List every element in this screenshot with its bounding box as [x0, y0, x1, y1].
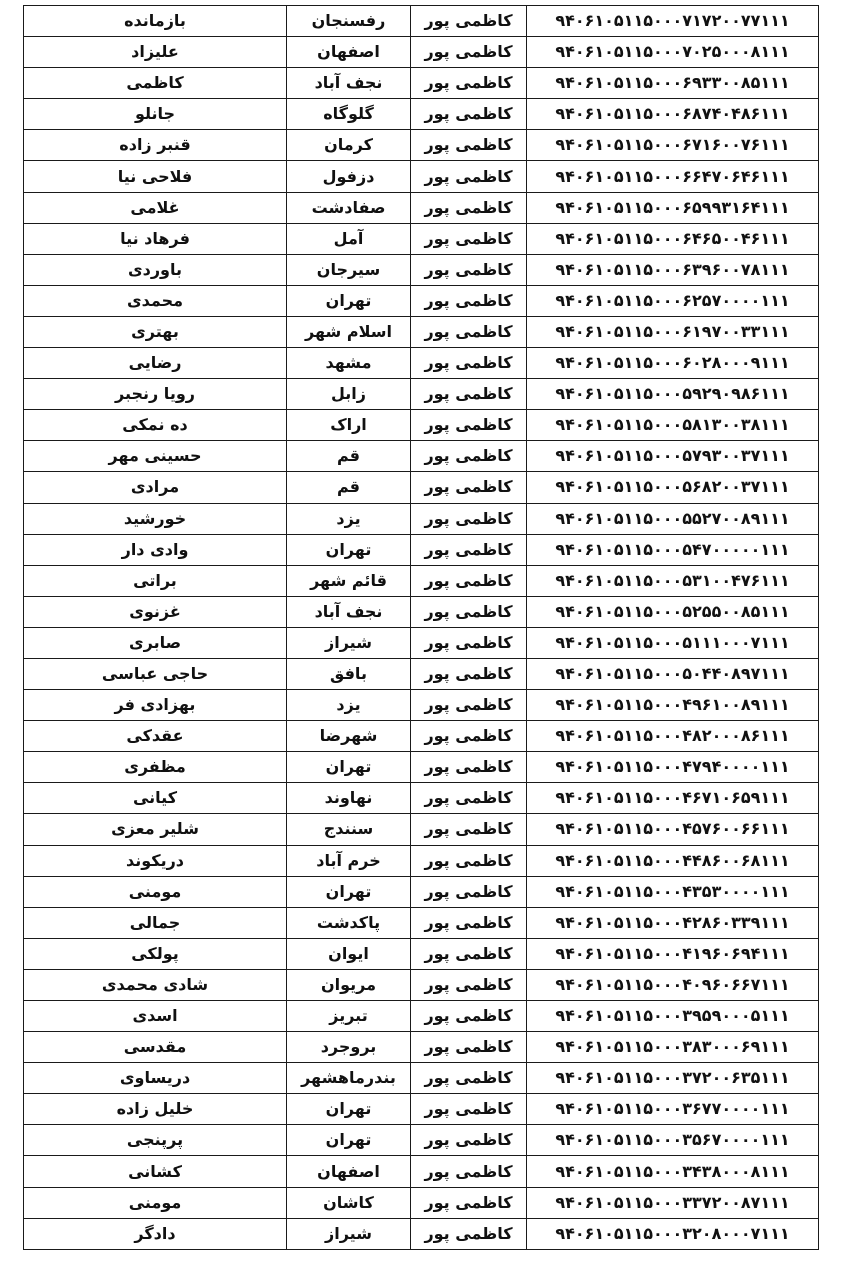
table-row [24, 1125, 819, 1156]
first-name-cell: کاظمی پور [411, 565, 527, 596]
table-row [24, 596, 819, 627]
table-row [24, 969, 819, 1000]
last-name-cell: دریساوی [24, 1063, 287, 1094]
first-name-cell: کاظمی پور [411, 472, 527, 503]
last-name-cell: کشانی [24, 1156, 287, 1187]
table-row [24, 845, 819, 876]
city-cell: تهران [287, 1094, 411, 1125]
table-row [24, 379, 819, 410]
tracking-code-cell: ۹۴۰۶۱۰۵۱۱۵۰۰۰۴۱۹۶۰۶۹۴۱۱۱ [527, 938, 819, 969]
tracking-code-cell: ۹۴۰۶۱۰۵۱۱۵۰۰۰۶۱۹۷۰۰۳۳۱۱۱ [527, 316, 819, 347]
first-name-cell: کاظمی پور [411, 1187, 527, 1218]
first-name-cell: کاظمی پور [411, 503, 527, 534]
tracking-code-cell: ۹۴۰۶۱۰۵۱۱۵۰۰۰۷۱۷۲۰۰۷۷۱۱۱ [527, 6, 819, 37]
first-name-cell: کاظمی پور [411, 845, 527, 876]
tracking-code-cell: ۹۴۰۶۱۰۵۱۱۵۰۰۰۵۰۴۴۰۸۹۷۱۱۱ [527, 658, 819, 689]
last-name-cell: بهتری [24, 316, 287, 347]
last-name-cell: قنبر زاده [24, 130, 287, 161]
tracking-code-cell: ۹۴۰۶۱۰۵۱۱۵۰۰۰۳۸۳۰۰۰۶۹۱۱۱ [527, 1032, 819, 1063]
table-row [24, 192, 819, 223]
last-name-cell: رویا رنجبر [24, 379, 287, 410]
tracking-code-cell: ۹۴۰۶۱۰۵۱۱۵۰۰۰۳۲۰۸۰۰۰۷۱۱۱ [527, 1218, 819, 1249]
last-name-cell: پولکی [24, 938, 287, 969]
table-row [24, 627, 819, 658]
city-cell: اراک [287, 410, 411, 441]
first-name-cell: کاظمی پور [411, 1156, 527, 1187]
last-name-cell: براتی [24, 565, 287, 596]
tracking-code-cell: ۹۴۰۶۱۰۵۱۱۵۰۰۰۶۳۹۶۰۰۷۸۱۱۱ [527, 254, 819, 285]
records-table-body [24, 6, 819, 1250]
city-cell: ایوان [287, 938, 411, 969]
first-name-cell: کاظمی پور [411, 627, 527, 658]
last-name-cell: مومنی [24, 1187, 287, 1218]
tracking-code-cell: ۹۴۰۶۱۰۵۱۱۵۰۰۰۶۶۴۷۰۶۴۶۱۱۱ [527, 161, 819, 192]
last-name-cell: پرپنجی [24, 1125, 287, 1156]
city-cell: قائم شهر [287, 565, 411, 596]
tracking-code-cell: ۹۴۰۶۱۰۵۱۱۵۰۰۰۴۸۲۰۰۰۸۶۱۱۱ [527, 721, 819, 752]
tracking-code-cell: ۹۴۰۶۱۰۵۱۱۵۰۰۰۳۶۷۷۰۰۰۰۱۱۱ [527, 1094, 819, 1125]
tracking-code-cell: ۹۴۰۶۱۰۵۱۱۵۰۰۰۴۵۷۶۰۰۶۶۱۱۱ [527, 814, 819, 845]
city-cell: مشهد [287, 348, 411, 379]
first-name-cell: کاظمی پور [411, 596, 527, 627]
table-row [24, 1218, 819, 1249]
city-cell: تهران [287, 752, 411, 783]
tracking-code-cell: ۹۴۰۶۱۰۵۱۱۵۰۰۰۴۷۹۴۰۰۰۰۱۱۱ [527, 752, 819, 783]
tracking-code-cell: ۹۴۰۶۱۰۵۱۱۵۰۰۰۷۰۲۵۰۰۰۸۱۱۱ [527, 37, 819, 68]
first-name-cell: کاظمی پور [411, 1125, 527, 1156]
tracking-code-cell: ۹۴۰۶۱۰۵۱۱۵۰۰۰۶۴۶۵۰۰۴۶۱۱۱ [527, 223, 819, 254]
table-row [24, 907, 819, 938]
table-row [24, 876, 819, 907]
first-name-cell: کاظمی پور [411, 192, 527, 223]
city-cell: یزد [287, 503, 411, 534]
first-name-cell: کاظمی پور [411, 130, 527, 161]
first-name-cell: کاظمی پور [411, 285, 527, 316]
tracking-code-cell: ۹۴۰۶۱۰۵۱۱۵۰۰۰۳۵۶۷۰۰۰۰۱۱۱ [527, 1125, 819, 1156]
city-cell: تهران [287, 285, 411, 316]
city-cell: شیراز [287, 627, 411, 658]
tracking-code-cell: ۹۴۰۶۱۰۵۱۱۵۰۰۰۶۰۲۸۰۰۰۹۱۱۱ [527, 348, 819, 379]
city-cell: نهاوند [287, 783, 411, 814]
table-row [24, 161, 819, 192]
tracking-code-cell: ۹۴۰۶۱۰۵۱۱۵۰۰۰۴۰۹۶۰۶۶۷۱۱۱ [527, 969, 819, 1000]
tracking-code-cell: ۹۴۰۶۱۰۵۱۱۵۰۰۰۴۹۶۱۰۰۸۹۱۱۱ [527, 690, 819, 721]
last-name-cell: مظفری [24, 752, 287, 783]
city-cell: شهرضا [287, 721, 411, 752]
last-name-cell: صابری [24, 627, 287, 658]
first-name-cell: کاظمی پور [411, 99, 527, 130]
table-row [24, 1094, 819, 1125]
city-cell: نجف آباد [287, 68, 411, 99]
table-row [24, 690, 819, 721]
table-row [24, 1156, 819, 1187]
last-name-cell: خورشید [24, 503, 287, 534]
table-row [24, 6, 819, 37]
city-cell: اصفهان [287, 37, 411, 68]
tracking-code-cell: ۹۴۰۶۱۰۵۱۱۵۰۰۰۵۷۹۳۰۰۳۷۱۱۱ [527, 441, 819, 472]
tracking-code-cell: ۹۴۰۶۱۰۵۱۱۵۰۰۰۵۸۱۳۰۰۳۸۱۱۱ [527, 410, 819, 441]
table-row [24, 37, 819, 68]
city-cell: قم [287, 441, 411, 472]
table-row [24, 441, 819, 472]
city-cell: تهران [287, 1125, 411, 1156]
last-name-cell: مقدسی [24, 1032, 287, 1063]
first-name-cell: کاظمی پور [411, 1032, 527, 1063]
city-cell: پاکدشت [287, 907, 411, 938]
tracking-code-cell: ۹۴۰۶۱۰۵۱۱۵۰۰۰۶۹۳۳۰۰۸۵۱۱۱ [527, 68, 819, 99]
city-cell: مریوان [287, 969, 411, 1000]
first-name-cell: کاظمی پور [411, 379, 527, 410]
tracking-code-cell: ۹۴۰۶۱۰۵۱۱۵۰۰۰۴۲۸۶۰۳۳۹۱۱۱ [527, 907, 819, 938]
city-cell: گلوگاه [287, 99, 411, 130]
table-row [24, 254, 819, 285]
tracking-code-cell: ۹۴۰۶۱۰۵۱۱۵۰۰۰۴۴۸۶۰۰۶۸۱۱۱ [527, 845, 819, 876]
first-name-cell: کاظمی پور [411, 223, 527, 254]
table-row [24, 721, 819, 752]
first-name-cell: کاظمی پور [411, 690, 527, 721]
last-name-cell: جانلو [24, 99, 287, 130]
first-name-cell: کاظمی پور [411, 68, 527, 99]
table-row [24, 565, 819, 596]
first-name-cell: کاظمی پور [411, 37, 527, 68]
first-name-cell: کاظمی پور [411, 907, 527, 938]
table-row [24, 658, 819, 689]
city-cell: قم [287, 472, 411, 503]
last-name-cell: کیانی [24, 783, 287, 814]
tracking-code-cell: ۹۴۰۶۱۰۵۱۱۵۰۰۰۶۷۱۶۰۰۷۶۱۱۱ [527, 130, 819, 161]
first-name-cell: کاظمی پور [411, 161, 527, 192]
last-name-cell: مرادی [24, 472, 287, 503]
table-row [24, 503, 819, 534]
tracking-code-cell: ۹۴۰۶۱۰۵۱۱۵۰۰۰۵۵۲۷۰۰۸۹۱۱۱ [527, 503, 819, 534]
city-cell: دزفول [287, 161, 411, 192]
city-cell: زابل [287, 379, 411, 410]
tracking-code-cell: ۹۴۰۶۱۰۵۱۱۵۰۰۰۵۴۷۰۰۰۰۰۱۱۱ [527, 534, 819, 565]
table-row [24, 534, 819, 565]
last-name-cell: شلیر معزی [24, 814, 287, 845]
table-row [24, 783, 819, 814]
last-name-cell: باوردی [24, 254, 287, 285]
tracking-code-cell: ۹۴۰۶۱۰۵۱۱۵۰۰۰۵۹۲۹۰۹۸۶۱۱۱ [527, 379, 819, 410]
table-row [24, 316, 819, 347]
table-row [24, 472, 819, 503]
city-cell: اصفهان [287, 1156, 411, 1187]
table-row [24, 68, 819, 99]
tracking-code-cell: ۹۴۰۶۱۰۵۱۱۵۰۰۰۵۶۸۲۰۰۳۷۱۱۱ [527, 472, 819, 503]
last-name-cell: دادگر [24, 1218, 287, 1249]
tracking-code-cell: ۹۴۰۶۱۰۵۱۱۵۰۰۰۴۶۷۱۰۶۵۹۱۱۱ [527, 783, 819, 814]
last-name-cell: کاظمی [24, 68, 287, 99]
city-cell: کاشان [287, 1187, 411, 1218]
last-name-cell: مومنی [24, 876, 287, 907]
table-row [24, 285, 819, 316]
last-name-cell: فلاحی نیا [24, 161, 287, 192]
first-name-cell: کاظمی پور [411, 6, 527, 37]
first-name-cell: کاظمی پور [411, 1063, 527, 1094]
city-cell: سیرجان [287, 254, 411, 285]
last-name-cell: عقدکی [24, 721, 287, 752]
city-cell: آمل [287, 223, 411, 254]
tracking-code-cell: ۹۴۰۶۱۰۵۱۱۵۰۰۰۵۳۱۰۰۴۷۶۱۱۱ [527, 565, 819, 596]
city-cell: کرمان [287, 130, 411, 161]
city-cell: تهران [287, 876, 411, 907]
last-name-cell: ده نمکی [24, 410, 287, 441]
tracking-code-cell: ۹۴۰۶۱۰۵۱۱۵۰۰۰۵۱۱۱۰۰۰۷۱۱۱ [527, 627, 819, 658]
last-name-cell: محمدی [24, 285, 287, 316]
city-cell: تهران [287, 534, 411, 565]
tracking-code-cell: ۹۴۰۶۱۰۵۱۱۵۰۰۰۶۵۹۹۳۱۶۴۱۱۱ [527, 192, 819, 223]
records-table [23, 5, 819, 1250]
table-row [24, 752, 819, 783]
city-cell: رفسنجان [287, 6, 411, 37]
first-name-cell: کاظمی پور [411, 814, 527, 845]
city-cell: بندرماهشهر [287, 1063, 411, 1094]
last-name-cell: اسدی [24, 1001, 287, 1032]
table-row [24, 1187, 819, 1218]
first-name-cell: کاظمی پور [411, 938, 527, 969]
last-name-cell: بهزادی فر [24, 690, 287, 721]
tracking-code-cell: ۹۴۰۶۱۰۵۱۱۵۰۰۰۳۹۵۹۰۰۰۵۱۱۱ [527, 1001, 819, 1032]
table-row [24, 1063, 819, 1094]
table-row [24, 814, 819, 845]
city-cell: یزد [287, 690, 411, 721]
first-name-cell: کاظمی پور [411, 316, 527, 347]
tracking-code-cell: ۹۴۰۶۱۰۵۱۱۵۰۰۰۶۸۷۴۰۴۸۶۱۱۱ [527, 99, 819, 130]
first-name-cell: کاظمی پور [411, 876, 527, 907]
last-name-cell: وادی دار [24, 534, 287, 565]
first-name-cell: کاظمی پور [411, 1218, 527, 1249]
tracking-code-cell: ۹۴۰۶۱۰۵۱۱۵۰۰۰۳۳۷۲۰۰۸۷۱۱۱ [527, 1187, 819, 1218]
last-name-cell: غزنوی [24, 596, 287, 627]
last-name-cell: علیزاد [24, 37, 287, 68]
first-name-cell: کاظمی پور [411, 1001, 527, 1032]
city-cell: شیراز [287, 1218, 411, 1249]
first-name-cell: کاظمی پور [411, 441, 527, 472]
city-cell: اسلام شهر [287, 316, 411, 347]
first-name-cell: کاظمی پور [411, 534, 527, 565]
first-name-cell: کاظمی پور [411, 721, 527, 752]
first-name-cell: کاظمی پور [411, 348, 527, 379]
table-row [24, 223, 819, 254]
last-name-cell: حسینی مهر [24, 441, 287, 472]
first-name-cell: کاظمی پور [411, 658, 527, 689]
first-name-cell: کاظمی پور [411, 783, 527, 814]
table-row [24, 130, 819, 161]
first-name-cell: کاظمی پور [411, 752, 527, 783]
first-name-cell: کاظمی پور [411, 254, 527, 285]
city-cell: سنندج [287, 814, 411, 845]
city-cell: تبریز [287, 1001, 411, 1032]
last-name-cell: رضایی [24, 348, 287, 379]
tracking-code-cell: ۹۴۰۶۱۰۵۱۱۵۰۰۰۳۷۲۰۰۶۳۵۱۱۱ [527, 1063, 819, 1094]
tracking-code-cell: ۹۴۰۶۱۰۵۱۱۵۰۰۰۶۲۵۷۰۰۰۰۱۱۱ [527, 285, 819, 316]
tracking-code-cell: ۹۴۰۶۱۰۵۱۱۵۰۰۰۴۳۵۳۰۰۰۰۱۱۱ [527, 876, 819, 907]
last-name-cell: شادی محمدی [24, 969, 287, 1000]
city-cell: نجف آباد [287, 596, 411, 627]
city-cell: صفادشت [287, 192, 411, 223]
first-name-cell: کاظمی پور [411, 410, 527, 441]
tracking-code-cell: ۹۴۰۶۱۰۵۱۱۵۰۰۰۳۴۳۸۰۰۰۸۱۱۱ [527, 1156, 819, 1187]
last-name-cell: غلامی [24, 192, 287, 223]
last-name-cell: فرهاد نیا [24, 223, 287, 254]
city-cell: خرم آباد [287, 845, 411, 876]
city-cell: بافق [287, 658, 411, 689]
city-cell: بروجرد [287, 1032, 411, 1063]
last-name-cell: حاجی عباسی [24, 658, 287, 689]
table-row [24, 99, 819, 130]
first-name-cell: کاظمی پور [411, 1094, 527, 1125]
table-row [24, 348, 819, 379]
table-row [24, 1032, 819, 1063]
last-name-cell: خلیل زاده [24, 1094, 287, 1125]
table-row [24, 410, 819, 441]
tracking-code-cell: ۹۴۰۶۱۰۵۱۱۵۰۰۰۵۲۵۵۰۰۸۵۱۱۱ [527, 596, 819, 627]
last-name-cell: دریکوند [24, 845, 287, 876]
last-name-cell: جمالی [24, 907, 287, 938]
table-row [24, 938, 819, 969]
first-name-cell: کاظمی پور [411, 969, 527, 1000]
table-row [24, 1001, 819, 1032]
last-name-cell: بازمانده [24, 6, 287, 37]
